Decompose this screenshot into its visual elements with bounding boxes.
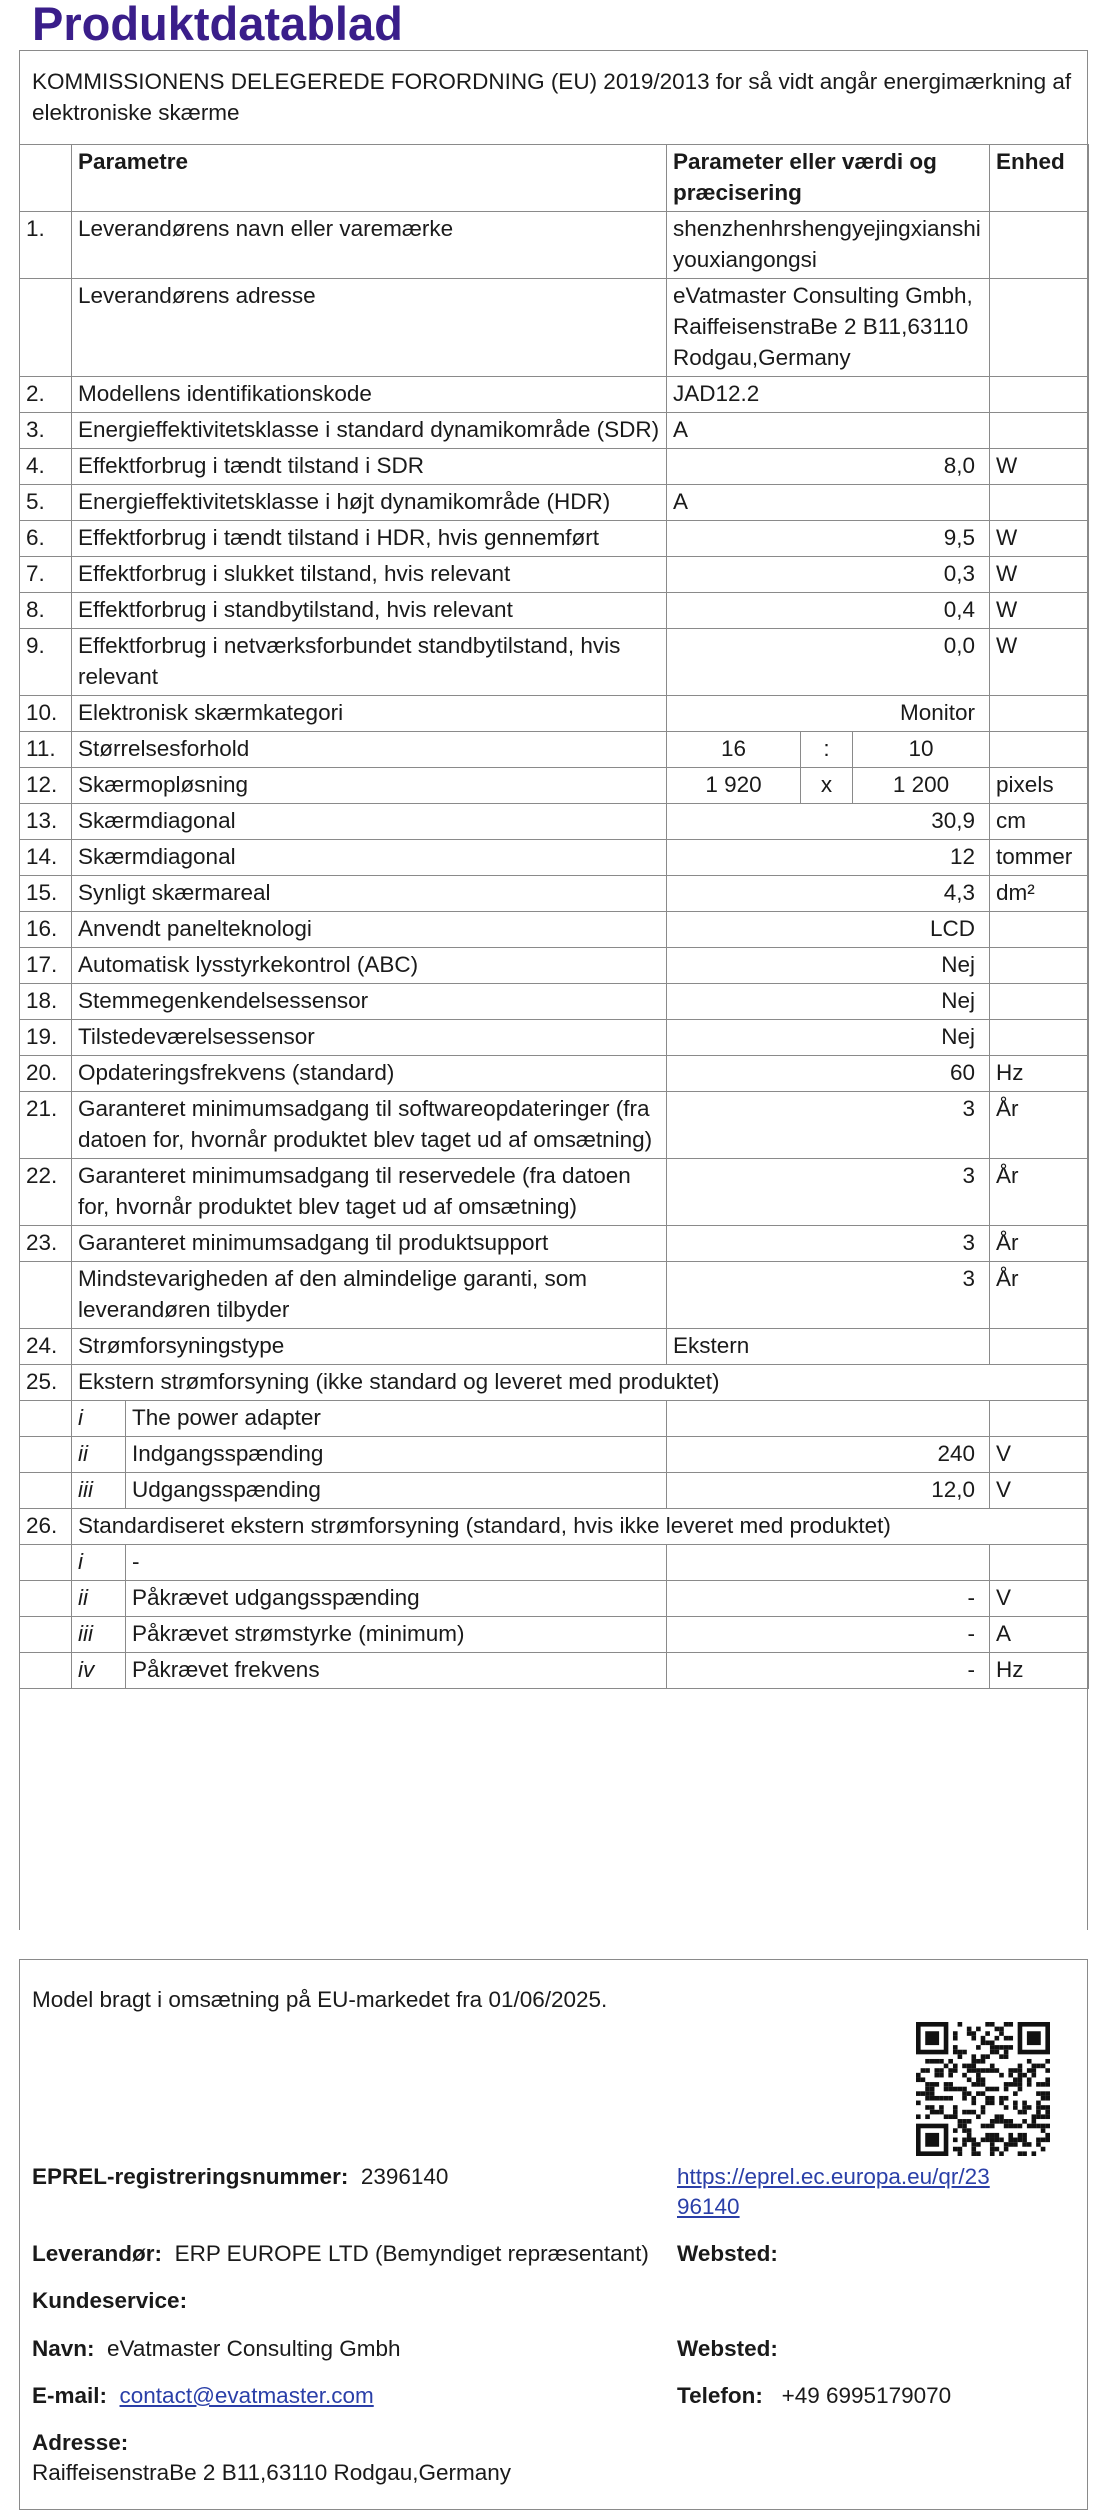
- row-value-a: 1 920: [667, 768, 801, 804]
- row-number: 15.: [20, 876, 72, 912]
- row-label: Effektforbrug i netværksforbundet standbytilstand, hvis relevant: [72, 629, 667, 696]
- row-label: Energieffektivitetsklasse i højt dynamikområde (HDR): [72, 485, 667, 521]
- row-value: 12: [667, 840, 990, 876]
- row-value: 3: [667, 1092, 990, 1159]
- row-label: Garanteret minimumsadgang til reservedele (fra datoen for, hvornår produktet blev taget ud af omsætning): [72, 1159, 667, 1226]
- table-row: [20, 732, 1089, 768]
- row-unit: Hz: [990, 1056, 1089, 1092]
- name-label: Navn:: [32, 2336, 95, 2361]
- row-number: 12.: [20, 768, 72, 804]
- row-number: 4.: [20, 449, 72, 485]
- row-value-b: 10: [853, 732, 990, 768]
- row-unit: [990, 696, 1089, 732]
- row-unit: W: [990, 593, 1089, 629]
- row-value: 3: [667, 1226, 990, 1262]
- page-title: Produktdatablad: [32, 0, 403, 50]
- row-unit: [990, 212, 1089, 279]
- sub-row-unit: Hz: [990, 1653, 1089, 1689]
- row-unit: [990, 948, 1089, 984]
- eprel-link-cont[interactable]: 96140: [677, 2194, 740, 2219]
- row-number: 22.: [20, 1159, 72, 1226]
- row-unit: År: [990, 1226, 1089, 1262]
- sub-row-unit: A: [990, 1617, 1089, 1653]
- row-label: Skærmdiagonal: [72, 804, 667, 840]
- table-row: [20, 413, 1089, 449]
- row-value: Nej: [667, 984, 990, 1020]
- table-row: [20, 984, 1089, 1020]
- row-number: 2.: [20, 377, 72, 413]
- name-value: eVatmaster Consulting Gmbh: [107, 2336, 401, 2361]
- table-row: [20, 1056, 1089, 1092]
- row-label: Modellens identifikationskode: [72, 377, 667, 413]
- row-value: A: [667, 413, 990, 449]
- sub-row-label: Påkrævet udgangsspænding: [126, 1581, 667, 1617]
- sub-row: [20, 1653, 1089, 1689]
- row-unit: År: [990, 1262, 1089, 1329]
- sub-row-index: iii: [72, 1617, 126, 1653]
- row-value: 60: [667, 1056, 990, 1092]
- section-number: 26.: [20, 1509, 72, 1545]
- row-number: 10.: [20, 696, 72, 732]
- row-label: Opdateringsfrekvens (standard): [72, 1056, 667, 1092]
- section-label: Ekstern strømforsyning (ikke standard og leveret med produktet): [72, 1365, 1089, 1401]
- row-value-b: 1 200: [853, 768, 990, 804]
- row-number: 14.: [20, 840, 72, 876]
- row-label: Effektforbrug i standbytilstand, hvis relevant: [72, 593, 667, 629]
- row-value: Nej: [667, 948, 990, 984]
- row-number: 3.: [20, 413, 72, 449]
- eprel-label: EPREL-registreringsnummer:: [32, 2164, 349, 2189]
- row-value: 0,0: [667, 629, 990, 696]
- address-label: Adresse:: [32, 2430, 129, 2455]
- phone-value: +49 6995179070: [781, 2383, 952, 2408]
- table-row: [20, 876, 1089, 912]
- row-unit: W: [990, 629, 1089, 696]
- table-row: [20, 1020, 1089, 1056]
- sub-row: [20, 1401, 1089, 1437]
- row-number: 21.: [20, 1092, 72, 1159]
- sub-row: [20, 1473, 1089, 1509]
- row-label: Størrelsesforhold: [72, 732, 667, 768]
- table-row: [20, 912, 1089, 948]
- table-row: [20, 1159, 1089, 1226]
- sub-row-spacer: [20, 1617, 72, 1653]
- row-value: JAD12.2: [667, 377, 990, 413]
- row-value: A: [667, 485, 990, 521]
- row-value: 4,3: [667, 876, 990, 912]
- table-row: [20, 377, 1089, 413]
- table-row: [20, 768, 1089, 804]
- product-data-table: [19, 144, 1089, 1689]
- table-row: [20, 1329, 1089, 1365]
- table-row: [20, 449, 1089, 485]
- row-number: 24.: [20, 1329, 72, 1365]
- row-label: Skærmdiagonal: [72, 840, 667, 876]
- phone-label: Telefon:: [677, 2383, 763, 2408]
- row-label: Garanteret minimumsadgang til produktsupport: [72, 1226, 667, 1262]
- sub-row-label: Påkrævet frekvens: [126, 1653, 667, 1689]
- table-row: [20, 1262, 1089, 1329]
- row-unit: dm²: [990, 876, 1089, 912]
- row-label: Synligt skærmareal: [72, 876, 667, 912]
- table-row: [20, 840, 1089, 876]
- row-value-a: 16: [667, 732, 801, 768]
- sub-row-label: Påkrævet strømstyrke (minimum): [126, 1617, 667, 1653]
- sub-row-label: -: [126, 1545, 667, 1581]
- row-number: 19.: [20, 1020, 72, 1056]
- table-row: [20, 279, 1089, 377]
- sub-row-value: [667, 1545, 990, 1581]
- row-number: [20, 279, 72, 377]
- table-row: [20, 521, 1089, 557]
- row-value-separator: x: [801, 768, 853, 804]
- email-link[interactable]: contact@evatmaster.com: [119, 2383, 374, 2408]
- row-number: 7.: [20, 557, 72, 593]
- eprel-link[interactable]: https://eprel.ec.europa.eu/qr/23: [677, 2164, 990, 2189]
- row-unit: pixels: [990, 768, 1089, 804]
- header-param: Parametre: [72, 145, 667, 212]
- sub-row-spacer: [20, 1545, 72, 1581]
- section-label: Standardiseret ekstern strømforsyning (standard, hvis ikke leveret med produktet): [72, 1509, 1089, 1545]
- website-label: Websted:: [677, 2241, 778, 2266]
- row-label: Tilstedeværelsessensor: [72, 1020, 667, 1056]
- header-unit: Enhed: [990, 145, 1089, 212]
- sub-row-value: 240: [667, 1437, 990, 1473]
- row-value: eVatmaster Consulting Gmbh, RaiffeisenstraBe 2 B11,63110 Rodgau,Germany: [667, 279, 990, 377]
- sub-row-label: The power adapter: [126, 1401, 667, 1437]
- supplier-label: Leverandør:: [32, 2241, 163, 2266]
- table-row: [20, 804, 1089, 840]
- row-label: Effektforbrug i tændt tilstand i SDR: [72, 449, 667, 485]
- sub-row-unit: V: [990, 1437, 1089, 1473]
- row-value: 0,4: [667, 593, 990, 629]
- eprel-number: 2396140: [360, 2164, 449, 2189]
- row-value: 9,5: [667, 521, 990, 557]
- sub-row-value: -: [667, 1653, 990, 1689]
- row-unit: [990, 984, 1089, 1020]
- sub-row-unit: [990, 1401, 1089, 1437]
- row-unit: [990, 377, 1089, 413]
- row-unit: [990, 912, 1089, 948]
- sub-row-index: iv: [72, 1653, 126, 1689]
- row-number: 5.: [20, 485, 72, 521]
- row-label: Strømforsyningstype: [72, 1329, 667, 1365]
- row-label: Elektronisk skærmkategori: [72, 696, 667, 732]
- row-label: Garanteret minimumsadgang til softwareopdateringer (fra datoen for, hvornår produktet blev taget ud af omsætning): [72, 1092, 667, 1159]
- row-unit: [990, 732, 1089, 768]
- row-label: Stemmegenkendelsessensor: [72, 984, 667, 1020]
- row-unit: År: [990, 1092, 1089, 1159]
- row-number: 13.: [20, 804, 72, 840]
- row-label: Anvendt panelteknologi: [72, 912, 667, 948]
- row-value: 3: [667, 1262, 990, 1329]
- row-value: 0,3: [667, 557, 990, 593]
- row-unit: [990, 485, 1089, 521]
- row-number: 16.: [20, 912, 72, 948]
- email-label: E-mail:: [32, 2383, 108, 2408]
- row-unit: W: [990, 449, 1089, 485]
- row-unit: W: [990, 521, 1089, 557]
- row-value-separator: :: [801, 732, 853, 768]
- row-unit: W: [990, 557, 1089, 593]
- row-unit: tommer: [990, 840, 1089, 876]
- website2-label: Websted:: [677, 2336, 778, 2361]
- table-row: [20, 485, 1089, 521]
- section-number: 25.: [20, 1365, 72, 1401]
- address-value: RaiffeisenstraBe 2 B11,63110 Rodgau,Germany: [32, 2460, 512, 2485]
- sub-row-value: [667, 1401, 990, 1437]
- row-number: 6.: [20, 521, 72, 557]
- row-label: Skærmopløsning: [72, 768, 667, 804]
- row-number: 18.: [20, 984, 72, 1020]
- row-value: Nej: [667, 1020, 990, 1056]
- row-value: 3: [667, 1159, 990, 1226]
- table-row: [20, 593, 1089, 629]
- sub-row-unit: [990, 1545, 1089, 1581]
- customer-service-label: Kundeservice:: [32, 2288, 188, 2313]
- sub-row: [20, 1617, 1089, 1653]
- sub-row: [20, 1581, 1089, 1617]
- row-value: shenzhenhrshengyejingxianshi youxiangongsi: [667, 212, 990, 279]
- header-value: Parameter eller værdi og præcisering: [667, 145, 990, 212]
- row-number: [20, 1262, 72, 1329]
- sub-row-value: -: [667, 1617, 990, 1653]
- sub-row-unit: V: [990, 1581, 1089, 1617]
- row-value: Ekstern: [667, 1329, 990, 1365]
- sub-row-index: i: [72, 1401, 126, 1437]
- row-label: Effektforbrug i slukket tilstand, hvis relevant: [72, 557, 667, 593]
- table-header-row: [20, 145, 1089, 212]
- sub-row-spacer: [20, 1473, 72, 1509]
- sub-row-index: ii: [72, 1437, 126, 1473]
- footer-info-box: [19, 1959, 1088, 2510]
- sub-row-spacer: [20, 1653, 72, 1689]
- row-label: Mindstevarigheden af den almindelige garanti, som leverandøren tilbyder: [72, 1262, 667, 1329]
- row-value: LCD: [667, 912, 990, 948]
- row-number: 11.: [20, 732, 72, 768]
- sub-row-value: 12,0: [667, 1473, 990, 1509]
- section-header-row: [20, 1509, 1089, 1545]
- row-value: Monitor: [667, 696, 990, 732]
- row-value: 8,0: [667, 449, 990, 485]
- supplier-value: ERP EUROPE LTD (Bemyndiget repræsentant): [174, 2241, 649, 2266]
- table-row: [20, 696, 1089, 732]
- row-number: 8.: [20, 593, 72, 629]
- sub-row: [20, 1545, 1089, 1581]
- sub-row-value: -: [667, 1581, 990, 1617]
- sub-row-spacer: [20, 1401, 72, 1437]
- row-label: Automatisk lysstyrkekontrol (ABC): [72, 948, 667, 984]
- row-number: 9.: [20, 629, 72, 696]
- row-unit: År: [990, 1159, 1089, 1226]
- qr-code-icon: [916, 2022, 1050, 2156]
- regulation-subtitle: KOMMISSIONENS DELEGEREDE FORORDNING (EU) 2019/2013 for så vidt angår energimærkning af elektroniske skærme: [32, 69, 1072, 125]
- table-row: [20, 212, 1089, 279]
- row-number: 1.: [20, 212, 72, 279]
- sub-row-index: i: [72, 1545, 126, 1581]
- row-value: 30,9: [667, 804, 990, 840]
- sub-row-label: Indgangsspænding: [126, 1437, 667, 1473]
- table-row: [20, 1092, 1089, 1159]
- table-row: [20, 557, 1089, 593]
- sub-row-spacer: [20, 1437, 72, 1473]
- row-unit: [990, 1329, 1089, 1365]
- sub-row: [20, 1437, 1089, 1473]
- row-label: Effektforbrug i tændt tilstand i HDR, hvis gennemført: [72, 521, 667, 557]
- table-row: [20, 629, 1089, 696]
- table-row: [20, 948, 1089, 984]
- sub-row-spacer: [20, 1581, 72, 1617]
- row-number: 23.: [20, 1226, 72, 1262]
- row-unit: [990, 279, 1089, 377]
- row-unit: [990, 1020, 1089, 1056]
- row-label: Leverandørens adresse: [72, 279, 667, 377]
- section-header-row: [20, 1365, 1089, 1401]
- row-unit: cm: [990, 804, 1089, 840]
- sub-row-index: iii: [72, 1473, 126, 1509]
- row-label: Leverandørens navn eller varemærke: [72, 212, 667, 279]
- sub-row-index: ii: [72, 1581, 126, 1617]
- sub-row-unit: V: [990, 1473, 1089, 1509]
- row-number: 20.: [20, 1056, 72, 1092]
- sub-row-label: Udgangsspænding: [126, 1473, 667, 1509]
- row-unit: [990, 413, 1089, 449]
- market-date-text: Model bragt i omsætning på EU-markedet fra 01/06/2025.: [32, 1987, 608, 2012]
- row-label: Energieffektivitetsklasse i standard dynamikområde (SDR): [72, 413, 667, 449]
- row-number: 17.: [20, 948, 72, 984]
- table-row: [20, 1226, 1089, 1262]
